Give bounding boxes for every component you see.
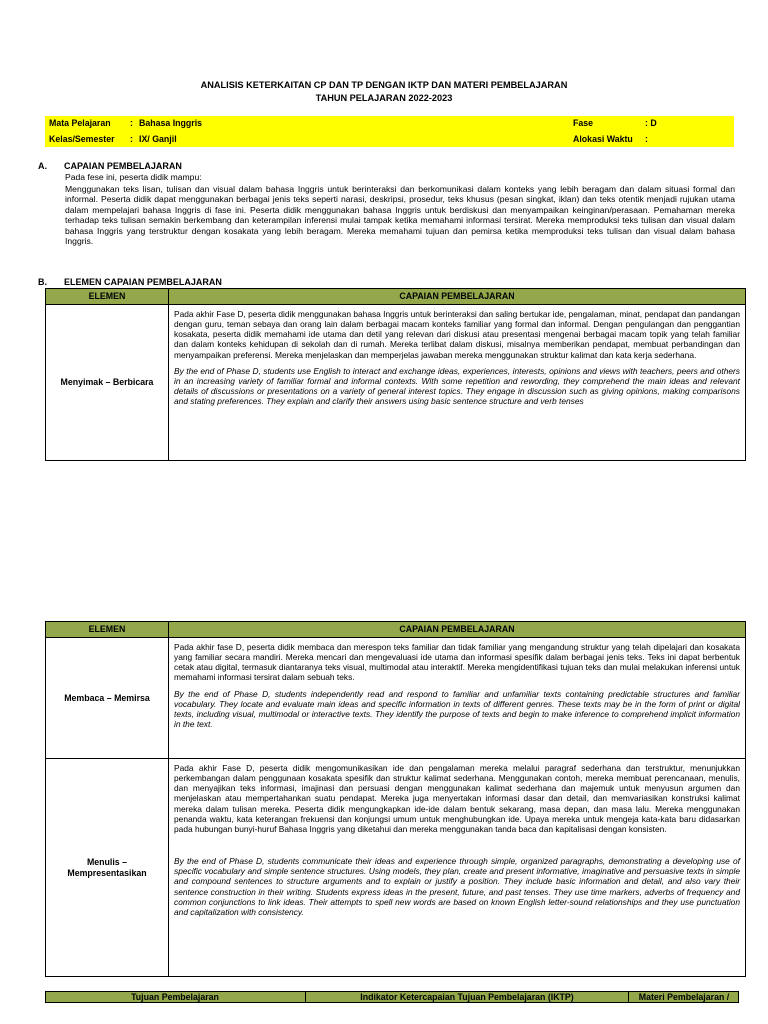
fase-label: Fase [573,118,594,128]
kelas-value: IX/ Ganjil [139,134,177,144]
capaian-text-indonesian: Pada akhir fase D, peserta didik membaca dan merespon teks familiar dan tidak familiar yang mengandung struktur yang telah dipelajari dan kosakata yang familiar secara mandiri. Mereka mencari dan mengevaluasi ide utama dan informasi spesifik dalam berbagai jenis teks. Teks ini dapat berbentuk cetak atau digital, termasuk diantaranya teks visual, multimodal atau interaktif. Mereka mengidentifikasi tujuan teks dan mulai melakukan inferensi untuk memahami informasi tersirat dalam sebuah teks. [174,642,740,683]
fase-value: : D [645,118,657,128]
section-a-title: CAPAIAN PEMBELAJARAN [64,161,182,171]
capaian-text-indonesian: Pada akhir Fase D, peserta didik menggunakan bahasa Inggris untuk berinteraksi dan saling bertukar ide, pengalaman, minat, pendapat dan pandangan dengan guru, teman sebaya dan orang lain dalam berbagai macam konteks familiar yang formal dan informal. Dengan pengulangan dan penggantian kosakata, peserta didik memahami ide utama dan detil yang relevan dari diskusi atau presentasi mengenai berbagai macam topik yang telah familiar dan dalam konteks kehidupan di sekolah dan di rumah. Mereka terlibat dalam diskusi, misalnya memberikan pendapat, membuat perbandingan dan menyampaikan preferensi. Mereka menjelaskan dan memperjelas jawaban mereka menggunakan struktur kalimat dan kata kerja sederhana. [174,309,740,360]
mapel-value: Bahasa Inggris [139,118,203,128]
section-a-heading [38,161,182,172]
table-row [46,638,746,759]
section-a-subheading: Pada fese ini, peserta didik mampu: [65,172,202,182]
tujuan-table-header [45,991,739,1003]
section-b-heading [38,277,222,288]
mapel-label: Mata Pelajaran [49,118,111,128]
table-header-row [46,622,746,638]
capaian-cell [169,638,746,759]
table-header-row [46,289,746,305]
elemen-column-header: ELEMEN [46,289,169,305]
capaian-column-header: CAPAIAN PEMBELAJARAN [169,622,746,638]
section-b-title: ELEMEN CAPAIAN PEMBELAJARAN [64,277,222,287]
subject-info-box [45,116,734,147]
capaian-cell [169,759,746,977]
section-a-body: Menggunakan teks lisan, tulisan dan visual dalam bahasa Inggris untuk berinteraksi dan berkomunikasi dalam konteks yang lebih beragam dan dalam situasi formal dan informal. Peserta didik dapat menggunakan berbagai jenis teks seperti narasi, deskripsi, prosedur, teks khusus (pesan singkat, iklan) dan teks otentik menjadi rujukan utama dalam mempelajari bahasa Inggris di fase ini. Peserta didik menggunakan bahasa Inggris untuk berdiskusi dan menyampaikan keinginan/perasaan. Pemahaman mereka terhadap teks tulisan semakin berkembang dan keterampilan inferensi mulai tampak ketika memahami informasi tersirat. Mereka memproduksi teks tulisan dan visual dalam bahasa Inggris yang terstruktur dengan kosakata yang lebih beragam. Mereka memahami tujuan dan pemirsa ketika memproduksi teks tulisan dan visual dalam bahasa Inggris. [65,184,735,247]
section-a-number: A. [38,161,47,171]
capaian-text-english: By the end of Phase D, students communicate their ideas and experience through simple, organized paragraphs, demonstrating a developing use of specific vocabulary and simple sentence structures. Using models, they plan, create and present informative, imaginative and persuasive texts in simple and compound sentences to structure arguments and to explain or justify a position. They include basic information and detail, and also vary their sentence construction in their writing. Students express ideas in the present, future, and past tenses. They use time markers, adverbs of frequency and common conjunctions to link ideas. Their attempts to spell new words are based on known English letter-sound relationships and they use punctuation and capitalization with consistency. [174,856,740,917]
capaian-text-english: By the end of Phase D, students use English to interact and exchange ideas, experiences, interests, opinions and views with teachers, peers and others in an increasing variety of familiar formal and informal contexts. With some repetition and rewording, they comprehend the main ideas and relevant details of discussions or presentations on a variety of general interest topics. They engage in discussion such as giving opinions, making comparisons and stating preferences. They explain and clarify their answers using basic sentence structure and verb tenses [174,365,740,407]
table-row [46,759,746,977]
elemen-cell: Menulis – Mempresentasikan [46,759,169,977]
document-title-line2: TAHUN PELAJARAN 2022-2023 [315,92,453,103]
document-title [0,79,768,105]
capaian-cell [169,305,746,461]
kelas-separator: : [130,134,133,144]
iktp-column-header: Indikator Ketercapaian Tujuan Pembelajaran (IKTP) [360,992,574,1002]
table-row [46,305,746,461]
capaian-column-header: CAPAIAN PEMBELAJARAN [169,289,746,305]
tujuan-column-header: Tujuan Pembelajaran [131,992,219,1002]
capaian-table-2 [45,621,746,977]
capaian-table-1 [45,288,746,461]
elemen-cell: Membaca – Memirsa [46,638,169,759]
capaian-text-english: By the end of Phase D, students independently read and respond to familiar and unfamiliar texts containing predictable structures and familiar vocabulary. They locate and evaluate main ideas and specific information in texts of different genres. These texts may be in the form of print or digital texts, including visual, multimodal or interactive texts. They identify the purpose of texts and begin to make inference to comprehend implicit information in the text. [174,688,740,730]
elemen-column-header: ELEMEN [46,622,169,638]
section-b-number: B. [38,277,47,287]
elemen-cell: Menyimak – Berbicara [46,305,169,461]
materi-column-header: Materi Pembelajaran / [638,992,730,1002]
alokasi-value: : [645,134,648,144]
alokasi-label: Alokasi Waktu [573,134,633,144]
document-title-line1: ANALISIS KETERKAITAN CP DAN TP DENGAN IKTP DAN MATERI PEMBELAJARAN [200,80,568,90]
mapel-separator: : [130,118,133,128]
kelas-label: Kelas/Semester [49,134,115,144]
capaian-text-indonesian: Pada akhir Fase D, peserta didik mengomunikasikan ide dan pengalaman mereka melalui paragraf sederhana dan terstruktur, menunjukkan perkembangan dalam penggunaan kosakata spesifik dan struktur kalimat sederhana. Menggunakan contoh, mereka membuat perencanaan, menulis, dan menyajikan teks informasi, imajinasi dan persuasi dengan menggunakan kalimat sederhana dan majemuk untuk menyusun argumen dan menjelaskan atau mempertahankan suatu pendapat. Mereka juga menyertakan informasi dasar dan detail, dan memvariasikan konstruksi kalimat mereka dalam tulisan mereka. Peserta didik mengungkapkan ide-ide dalam bentuk sekarang, masa depan, dan masa lalu. Mereka menggunakan penanda waktu, kata keterangan frekuensi dan konjungsi umum untuk menghubungkan ide. Upaya mereka untuk mengeja kata-kata baru didasarkan pada hubungan bunyi-huruf Bahasa Inggris yang diketahui dan mereka menggunakan tanda baca dan kapitalisasi dengan konsisten. [174,763,740,834]
